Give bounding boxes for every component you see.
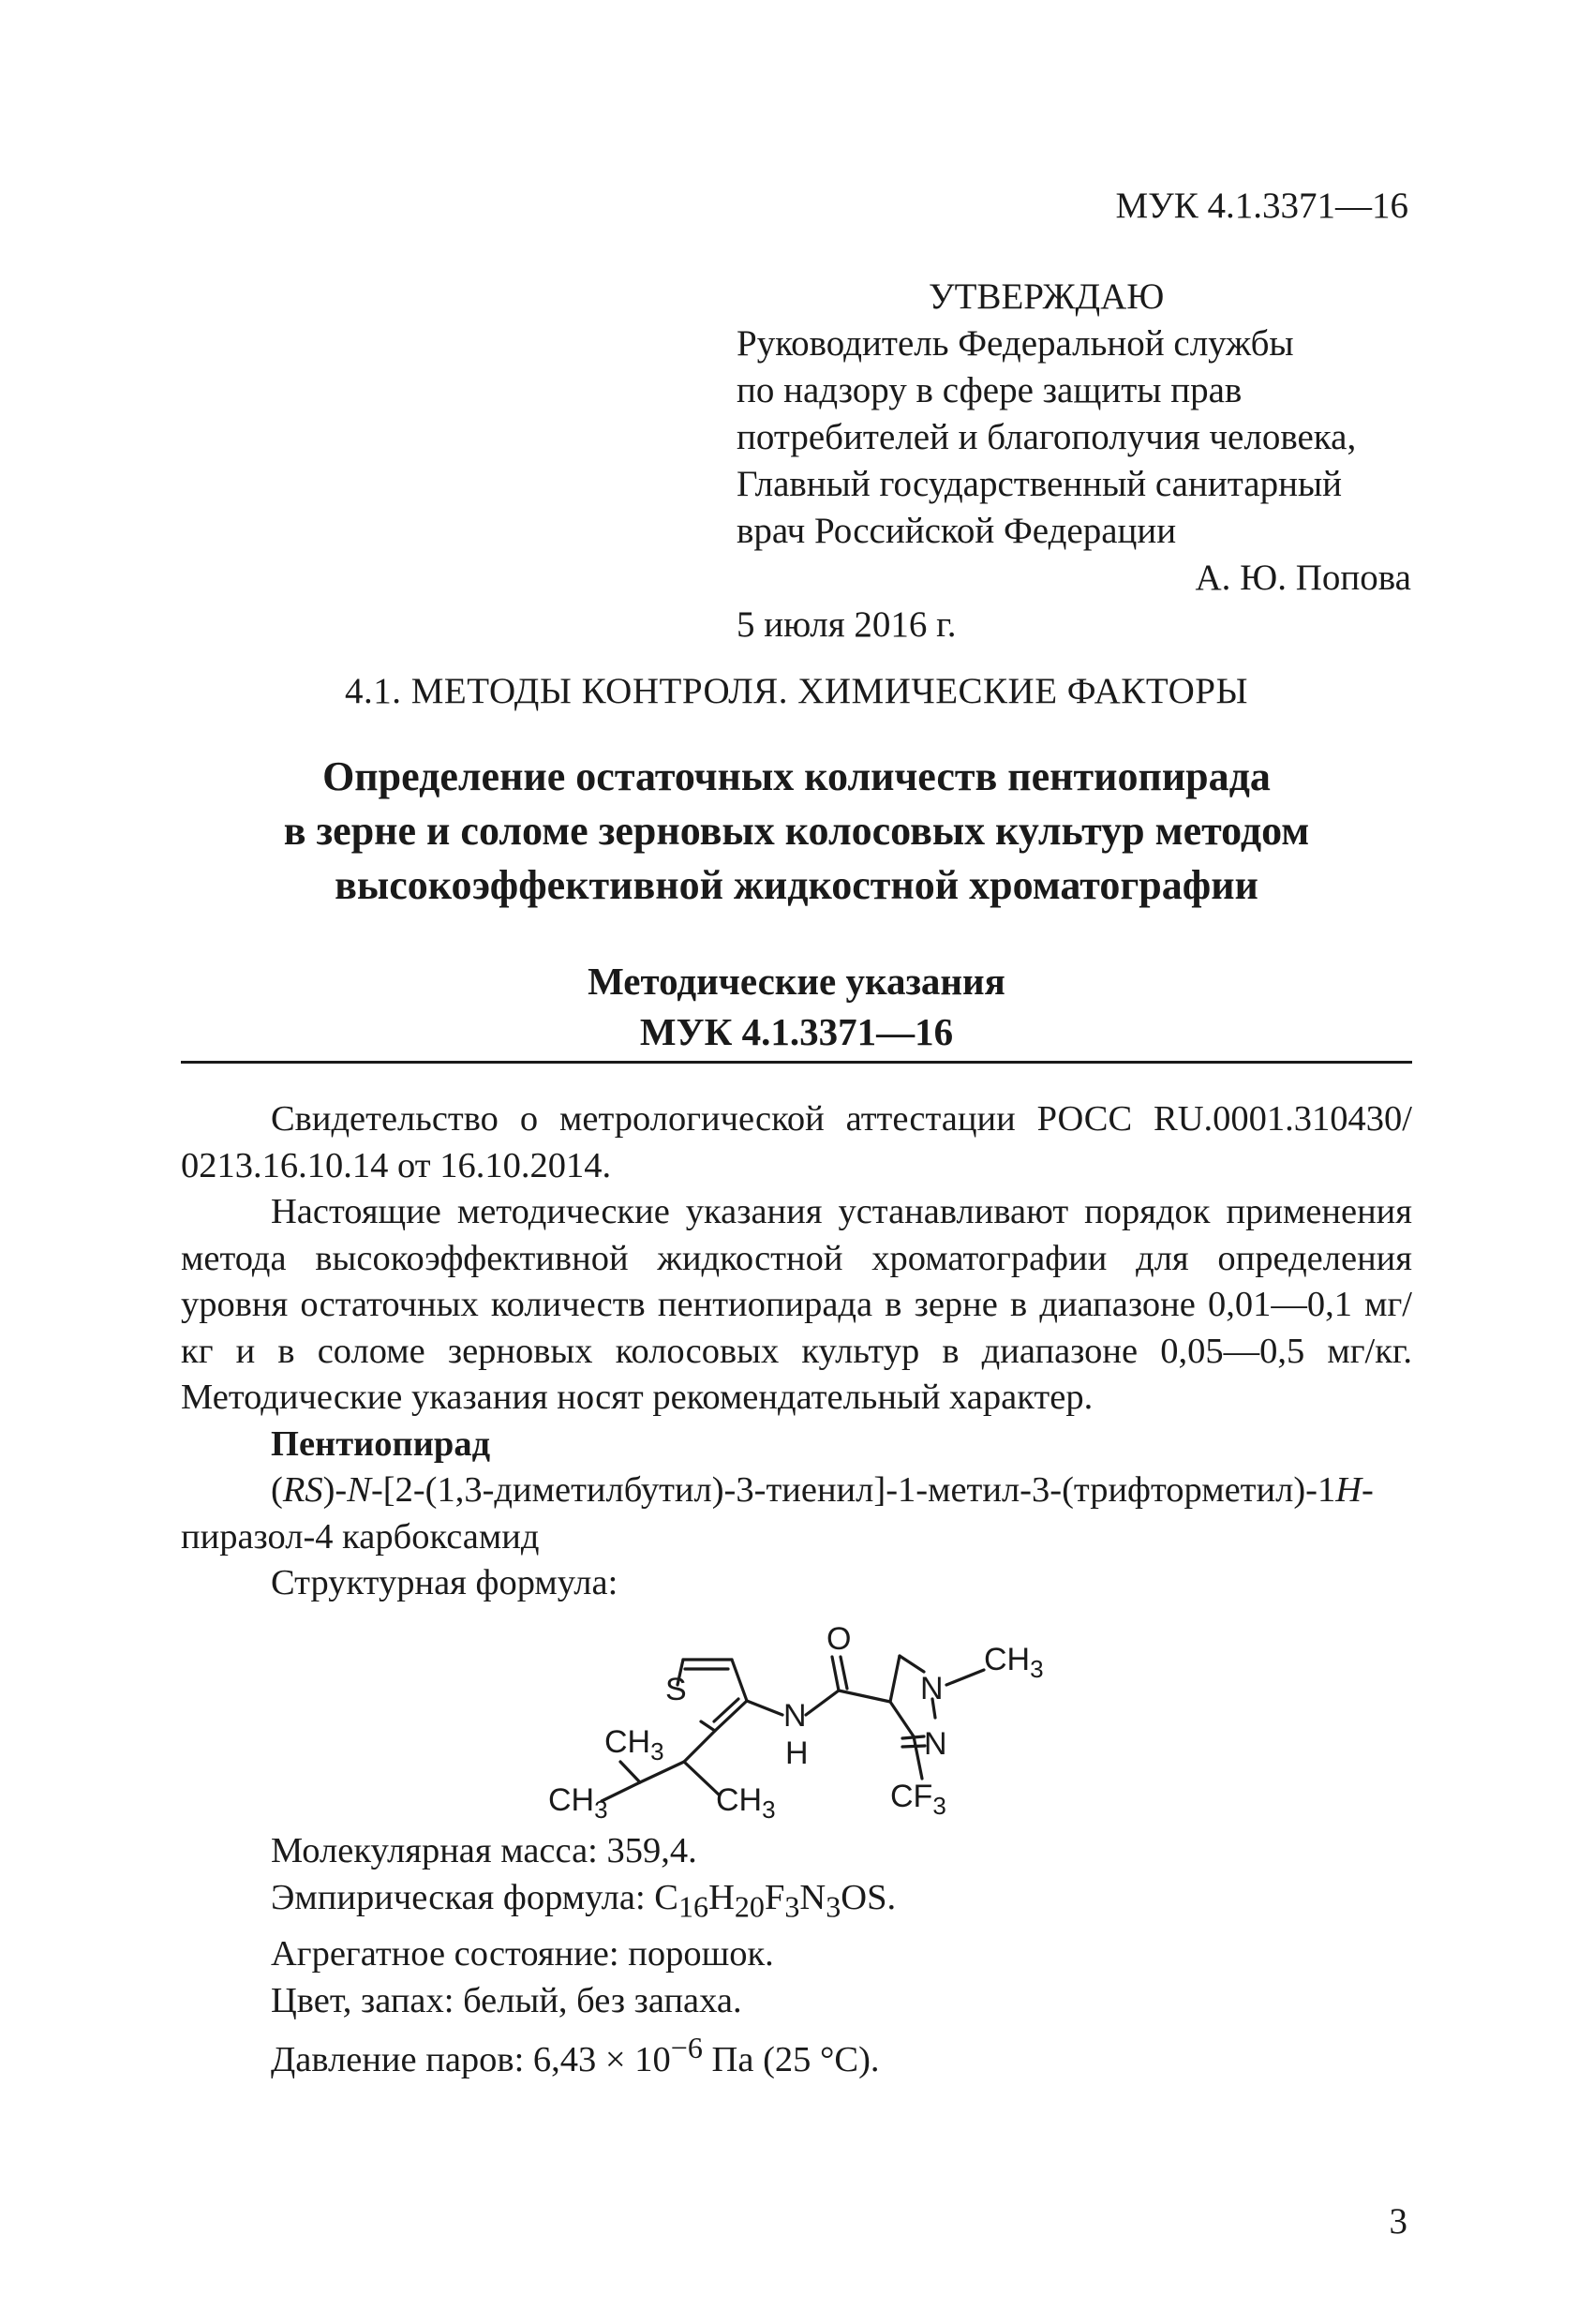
atom-n2: N <box>924 1726 947 1762</box>
section-heading: 4.1. МЕТОДЫ КОНТРОЛЯ. ХИМИЧЕСКИЕ ФАКТОРЫ <box>345 671 1248 711</box>
bond <box>747 1701 782 1715</box>
certificate-paragraph: Свидетельство о метрологической аттестации РОСС RU.0001.310430/ 0213.16.10.14 от 16.10.2014. <box>181 1099 1412 1185</box>
formula-element: F <box>764 1878 785 1917</box>
formula-count: 20 <box>734 1889 765 1924</box>
atom-subscript: 3 <box>1030 1655 1044 1683</box>
bond <box>890 1702 914 1736</box>
subtitle-code: МУК 4.1.3371—16 <box>639 1010 954 1053</box>
subtitle-label: Методические указания <box>588 960 1005 1003</box>
property-empirical-formula <box>271 1874 896 1930</box>
property-mol-mass: Молекулярная масса: 359,4. <box>271 1831 697 1870</box>
formula-count: 16 <box>677 1889 709 1924</box>
bond <box>732 1660 747 1701</box>
bond <box>684 1762 719 1795</box>
document-code: МУК 4.1.3371—16 <box>1115 186 1408 226</box>
atom-s: S <box>665 1672 687 1707</box>
atom-ch: CH <box>984 1642 1031 1677</box>
iupac-n: N <box>347 1470 371 1510</box>
property-color: Цвет, запах: белый, без запаха. <box>271 1980 742 2020</box>
page-number: 3 <box>1389 2201 1407 2242</box>
structural-formula <box>497 1602 1096 1832</box>
iupac-h: H <box>1335 1470 1362 1510</box>
atom-n-amide: N <box>783 1698 807 1734</box>
approval-block <box>737 274 1411 648</box>
bond <box>900 1656 924 1672</box>
iupac-tail: -пиразол-4 карбоксамид <box>181 1470 1374 1557</box>
empirical-label: Эмпирическая формула: <box>271 1878 655 1917</box>
iupac-rs: RS <box>282 1470 323 1510</box>
document-subtitle <box>0 956 1593 1057</box>
bond <box>806 1691 839 1715</box>
atom-subscript: 3 <box>594 1795 608 1824</box>
atom-cf3 <box>890 1779 946 1820</box>
document-title <box>141 750 1452 913</box>
body-text <box>181 1096 1412 1607</box>
approval-line: Главный государственный санитарный <box>737 464 1343 504</box>
intro-paragraph: Настоящие методические указания устанавливают порядок применения метода высокоэффективной жидкостной хроматографии для определения уровня остаточных количеств пентиопирада в зерне в диапазоне 0,01—0,1 мг/кг и в соломе зерновых колосовых культур в диапазоне 0,05—0,5 мг/кг. Методические указания носят рекомендательный характер. <box>181 1192 1412 1417</box>
title-line: в зерне и соломе зерновых колосовых культур методом <box>283 808 1310 854</box>
approval-signer: А. Ю. Попова <box>1195 558 1411 598</box>
approval-heading: УТВЕРЖДАЮ <box>929 276 1165 317</box>
bond <box>946 1670 984 1685</box>
title-line: высокоэффективной жидкостной хроматографии <box>335 862 1258 908</box>
bond <box>890 1656 900 1702</box>
structural-formula-svg <box>497 1602 1096 1827</box>
formula-count: 3 <box>826 1889 841 1924</box>
bond <box>914 1736 922 1779</box>
approval-line: Руководитель Федеральной службы <box>737 323 1294 364</box>
formula-label: Структурная формула: <box>271 1563 618 1602</box>
bond <box>832 1657 839 1691</box>
atom-ch3-n <box>984 1642 1044 1683</box>
property-vapor-pressure <box>271 2024 896 2083</box>
bond <box>620 1762 640 1782</box>
bond <box>841 1657 847 1689</box>
atom-ch3-left <box>548 1782 608 1824</box>
vapor-label: Давление паров: 6,43 × 10 <box>271 2039 671 2079</box>
atom-ch: CH <box>604 1724 651 1760</box>
properties-list <box>271 1827 896 2083</box>
atom-ch: CH <box>716 1782 763 1818</box>
approval-line: по надзору в сфере защиты прав <box>737 370 1243 410</box>
approval-line: потребителей и благополучия человека, <box>737 417 1357 457</box>
bond <box>902 1746 925 1747</box>
title-line: Определение остаточных количеств пентиопирада <box>322 753 1271 799</box>
atom-subscript: 3 <box>932 1792 946 1820</box>
formula-element: N <box>799 1878 826 1917</box>
atom-subscript: 3 <box>650 1737 664 1765</box>
atom-ch3-right <box>716 1782 776 1824</box>
bond <box>839 1691 890 1702</box>
formula-count: 3 <box>784 1889 800 1924</box>
atom-n1: N <box>920 1671 944 1706</box>
vapor-exponent: −6 <box>670 2030 703 2064</box>
approval-date: 5 июля 2016 г. <box>737 604 957 645</box>
substance-name: Пентиопирад <box>271 1423 491 1464</box>
atom-subscript: 3 <box>762 1795 776 1824</box>
approval-line: врач Российской Федерации <box>737 511 1177 551</box>
atom-labels <box>548 1621 1044 1824</box>
vapor-tail: Па (25 °C). <box>702 2039 880 2079</box>
atom-ch3-branch <box>604 1724 664 1765</box>
atom-o: O <box>826 1621 852 1657</box>
formula-element: C <box>654 1878 678 1917</box>
atom-cf: CF <box>890 1779 933 1814</box>
bond <box>684 1731 715 1762</box>
iupac-name: (RS)-N-[2-(1,3-диметилбутил)-3-тиенил]-1-метил-3-(трифторметил)-1H-пиразол-4 карбоксамид <box>181 1470 1374 1557</box>
iupac-mid: -[2-(1,3-диметилбутил)-3-тиенил]-1-метил-3-(трифторметил)-1 <box>370 1470 1336 1510</box>
atom-ch: CH <box>548 1782 595 1818</box>
bond <box>701 1721 715 1731</box>
title-divider <box>181 1061 1412 1064</box>
atom-h-amide: H <box>785 1736 809 1771</box>
formula-element: OS. <box>841 1878 897 1917</box>
property-state: Агрегатное состояние: порошок. <box>271 1933 774 1974</box>
formula-element: H <box>708 1878 735 1917</box>
